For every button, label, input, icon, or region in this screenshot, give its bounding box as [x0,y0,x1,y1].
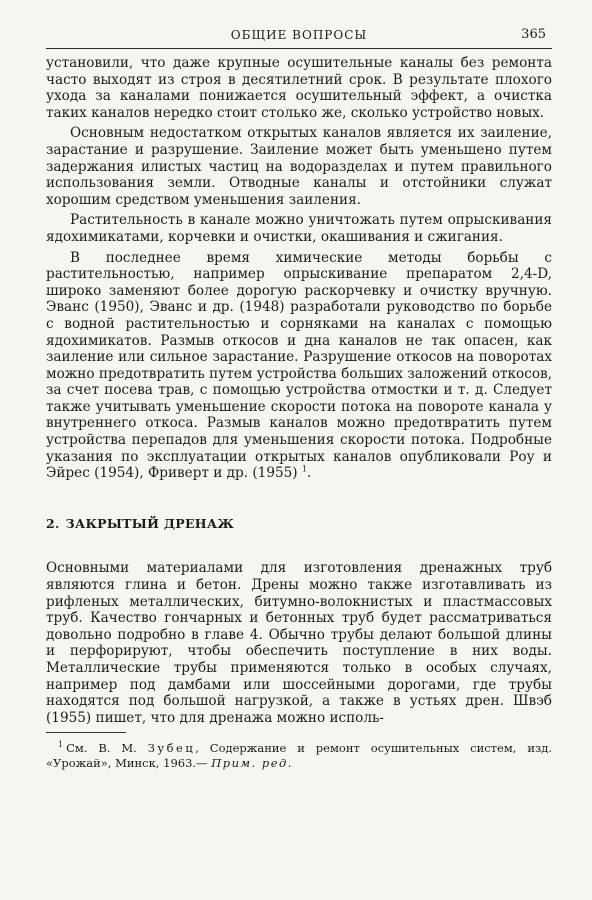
paragraph-2: Основным недостатком открытых каналов является их заиление, зарастание и разрушение. Заиление может быть уменьшено путем задержания илистых частиц на водоразделах и путем правильного использования земли. Отводные каналы и отстойники служат хорошим средством уменьшения заиления. [46,125,552,208]
footnote-reference: 1 [301,464,307,474]
running-header [46,22,552,49]
footnote [46,737,552,771]
paragraph-3: Растительность в канале можно уничтожать путем опрыскивания ядохимикатами, корчевки и очистки, окашивания и сжигания. [46,212,552,245]
section-title: ЗАКРЫТЫЙ ДРЕНАЖ [65,515,235,531]
page-number: 365 [521,27,546,42]
paragraph-1: установили, что даже крупные осушительные каналы без ремонта часто выходят из строя в десятилетний срок. В результате плохого ухода за каналами понижается осушительный эффект, а очистка таких каналов нередко стоит столько же, сколько устройство новых. [46,55,552,121]
main-text [46,55,552,726]
paragraph-4-text: В последнее время химические методы борьбы с растительностью, например опрыскивание препаратом 2,4-D, широко заменяют более дорогую раскорчевку и очистку вручную. Эванс (1950), Эванс и др. (1948) разработали руководство по борьбе с водной растительностью и сорняками на каналах с помощью ядохимикатов. Размыв откосов и дна каналов не так опасен, как заиление или сильное зарастание. Разрушение откосов на поворотах можно предотвратить путем устройства больших заложений откосов, за счет посева трав, с помощью устройства отмостки и т. д. Следует также учитывать уменьшение скорости потока на повороте канала у внутреннего откоса. Размыв каналов можно предотвратить путем устройства перепадов для уменьшения скорости потока. Подробные указания по эксплуатации открытых каналов опубликовали Роу и Эйрес (1954), Фриверт и др. (1955) [46,249,552,482]
running-title: ОБЩИЕ ВОПРОСЫ [230,28,368,42]
footnote-prefix: См. В. М. [66,741,137,756]
section-number: 2. [46,515,60,531]
section-heading [46,516,552,533]
paragraph-4: В последнее время химические методы борьбы с растительностью, например опрыскивание препаратом 2,4-D, широко заменяют более дорогую раскорчевку и очистку вручную. Эванс (1950), Эванс и др. (1948) разработали руководство по борьбе с водной растительностью и сорняками на каналах с помощью ядохимикатов. Размыв откосов и дна каналов не так опасен, как заиление или сильное зарастание. Разрушение откосов на поворотах можно предотвратить путем устройства больших заложений откосов, за счет посева трав, с помощью устройства отмостки и т. д. Следует также учитывать уменьшение скорости потока на повороте канала у внутреннего откоса. Размыв каналов можно предотвратить путем устройства перепадов для уменьшения скорости потока. Подробные указания по эксплуатации открытых каналов опубликовали Роу и Эйрес (1954), Фриверт и др. (1955) $^1$. [46,249,552,482]
footnote-text: , Содержание и ремонт осушительных систем, изд. «Урожай», Минск, 1963.— [46,741,553,771]
footnote-separator [46,732,126,733]
footnote-author: Зубец [147,741,196,756]
footnote-editor-note: Прим. ред. [211,756,293,771]
footnote-mark: 1 [58,740,64,750]
paragraph-5: Основными материалами для изготовления дренажных труб являются глина и бетон. Дрены можно также изготавливать из рифленых металлических, битумно-волокнистых и пластмассовых труб. Качество гончарных и бетонных труб будет рассматриваться довольно подробно в главе 4. Обычно трубы делают большой длины и перфорируют, чтобы обеспечить поступление в них воды. Металлические трубы применяются только в особых случаях, например под дамбами или шоссейными дорогами, где трубы находятся под большой нагрузкой, а также в устьях дрен. Швэб (1955) пишет, что для дренажа можно исполь- [46,560,552,726]
